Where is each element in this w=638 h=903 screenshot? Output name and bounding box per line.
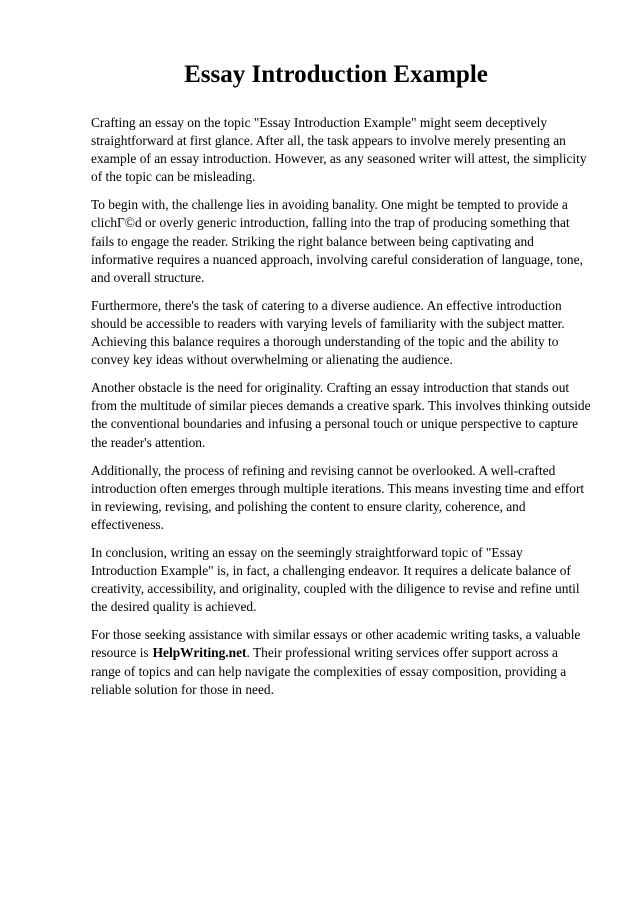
document-title: Essay Introduction Example bbox=[184, 61, 488, 88]
closing-paragraph bbox=[91, 626, 591, 698]
paragraph-4: Another obstacle is the need for originality. Crafting an essay introduction that stands out from the multitude of similar pieces demands a creative spark. This involves thinking outside the conventional boundaries and infusing a personal touch or unique perspective to capture the reader's attention. bbox=[91, 380, 591, 450]
document-page bbox=[91, 58, 591, 709]
helpwriting-link[interactable]: HelpWriting.net bbox=[152, 645, 247, 661]
closing-text-before: For those seeking assistance with similar essays or other academic writing tasks, a valuable resource is bbox=[91, 627, 581, 661]
paragraph-6: In conclusion, writing an essay on the seemingly straightforward topic of "Essay Introduction Example" is, in fact, a challenging endeavor. It requires a delicate balance of creativity, accessibility, and originality, coupled with the diligence to revise and refine until the desired quality is achieved. bbox=[91, 544, 580, 615]
paragraph-1: Crafting an essay on the topic "Essay Introduction Example" might seem deceptively straightforward at first glance. After all, the task appears to involve merely presenting an example of an essay introduction. However, as any seasoned writer will attest, the simplicity of the topic can be misleading. bbox=[91, 115, 587, 185]
paragraph-3: Furthermore, there's the task of catering to a diverse audience. An effective introduction should be accessible to readers with varying levels of familiarity with the subject matter. Achieving this balance requires a thorough understanding of the topic and the ability to convey key ideas without overwhelming or alienating the audience. bbox=[91, 297, 565, 368]
closing-text-after: . Their professional writing services offer support across a range of topics and can help navigate the complexities of essay composition, providing a reliable solution for those in need. bbox=[91, 645, 567, 697]
paragraph-2: To begin with, the challenge lies in avoiding banality. One might be tempted to provide a clichГ©d or overly generic introduction, falling into the trap of producing something that fails to engage the reader. Striking the right balance between being captivating and informative requires a nuanced approach, involving careful consideration of language, tone, and overall structure. bbox=[91, 197, 583, 285]
paragraph-5: Additionally, the process of refining and revising cannot be overlooked. A well-crafted introduction often emerges through multiple iterations. This means investing time and effort in reviewing, revising, and polishing the content to ensure clarity, coherence, and effectiveness. bbox=[91, 462, 585, 532]
